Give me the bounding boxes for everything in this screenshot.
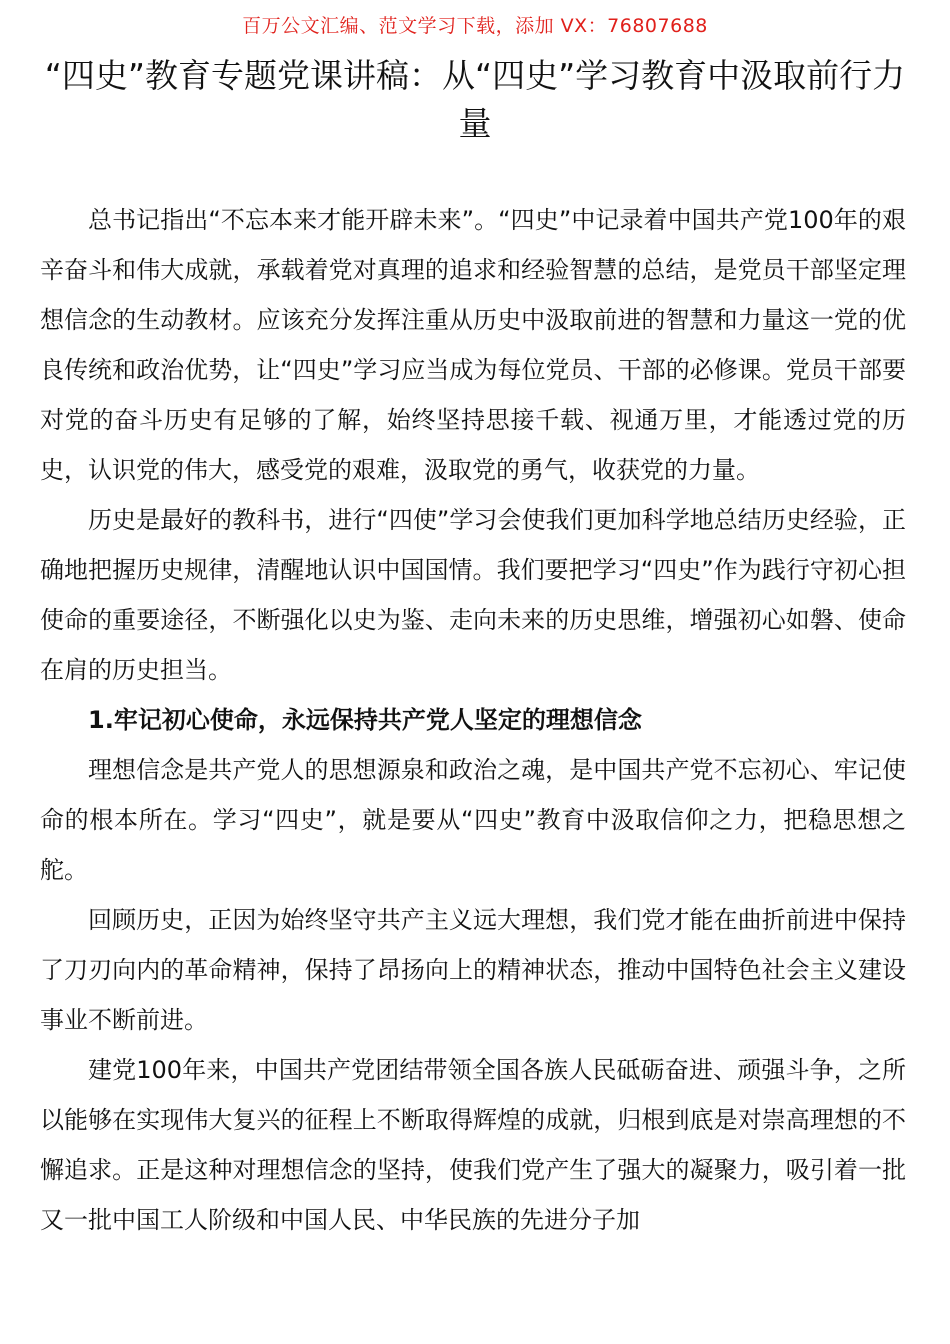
paragraph-3: 理想信念是共产党人的思想源泉和政治之魂，是中国共产党不忘初心、牢记使命的根本所在。学习“四史”，就是要从“四史”教育中汲取信仰之力，把稳思想之舵。: [40, 756, 906, 884]
document-title: “四史”教育专题党课讲稿：从“四史”学习教育中汲取前行力量: [44, 56, 906, 143]
paragraph-4: 回顾历史，正因为始终坚守共产主义远大理想，我们党才能在曲折前进中保持了刀刃向内的革命精神，保持了昂扬向上的精神状态，推动中国特色社会主义建设事业不断前进。: [40, 906, 906, 1034]
watermark-banner: 百万公文汇编、范文学习下载，添加 VX：76807688: [242, 15, 708, 37]
paragraph-1: 总书记指出“不忘本来才能开辟未来”。“四史”中记录着中国共产党100年的艰辛奋斗和伟大成就，承载着党对真理的追求和经验智慧的总结，是党员干部坚定理想信念的生动教材。应该充分发挥注重从历史中汲取前进的智慧和力量这一党的优良传统和政治优势，让“四史”学习应当成为每位党员、干部的必修课。党员干部要对党的奋斗历史有足够的了解，始终坚持思接千载、视通万里，才能透过党的历史，认识党的伟大，感受党的艰难，汲取党的勇气，收获党的力量。: [40, 206, 906, 484]
paragraph-2: 历史是最好的教科书，进行“四使”学习会使我们更加科学地总结历史经验，正确地把握历史规律，清醒地认识中国国情。我们要把学习“四史”作为践行守初心担使命的重要途径，不断强化以史为鉴、走向未来的历史思维，增强初心如磐、使命在肩的历史担当。: [40, 506, 906, 684]
document-body: [40, 195, 906, 1245]
section-heading-1: 1.牢记初心使命，永远保持共产党人坚定的理想信念: [88, 706, 642, 734]
paragraph-5: 建党100年来，中国共产党团结带领全国各族人民砥砺奋进、顽强斗争，之所以能够在实现伟大复兴的征程上不断取得辉煌的成就，归根到底是对崇高理想的不懈追求。正是这种对理想信念的坚持，使我们党产生了强大的凝聚力，吸引着一批又一批中国工人阶级和中国人民、中华民族的先进分子加: [40, 1056, 906, 1234]
